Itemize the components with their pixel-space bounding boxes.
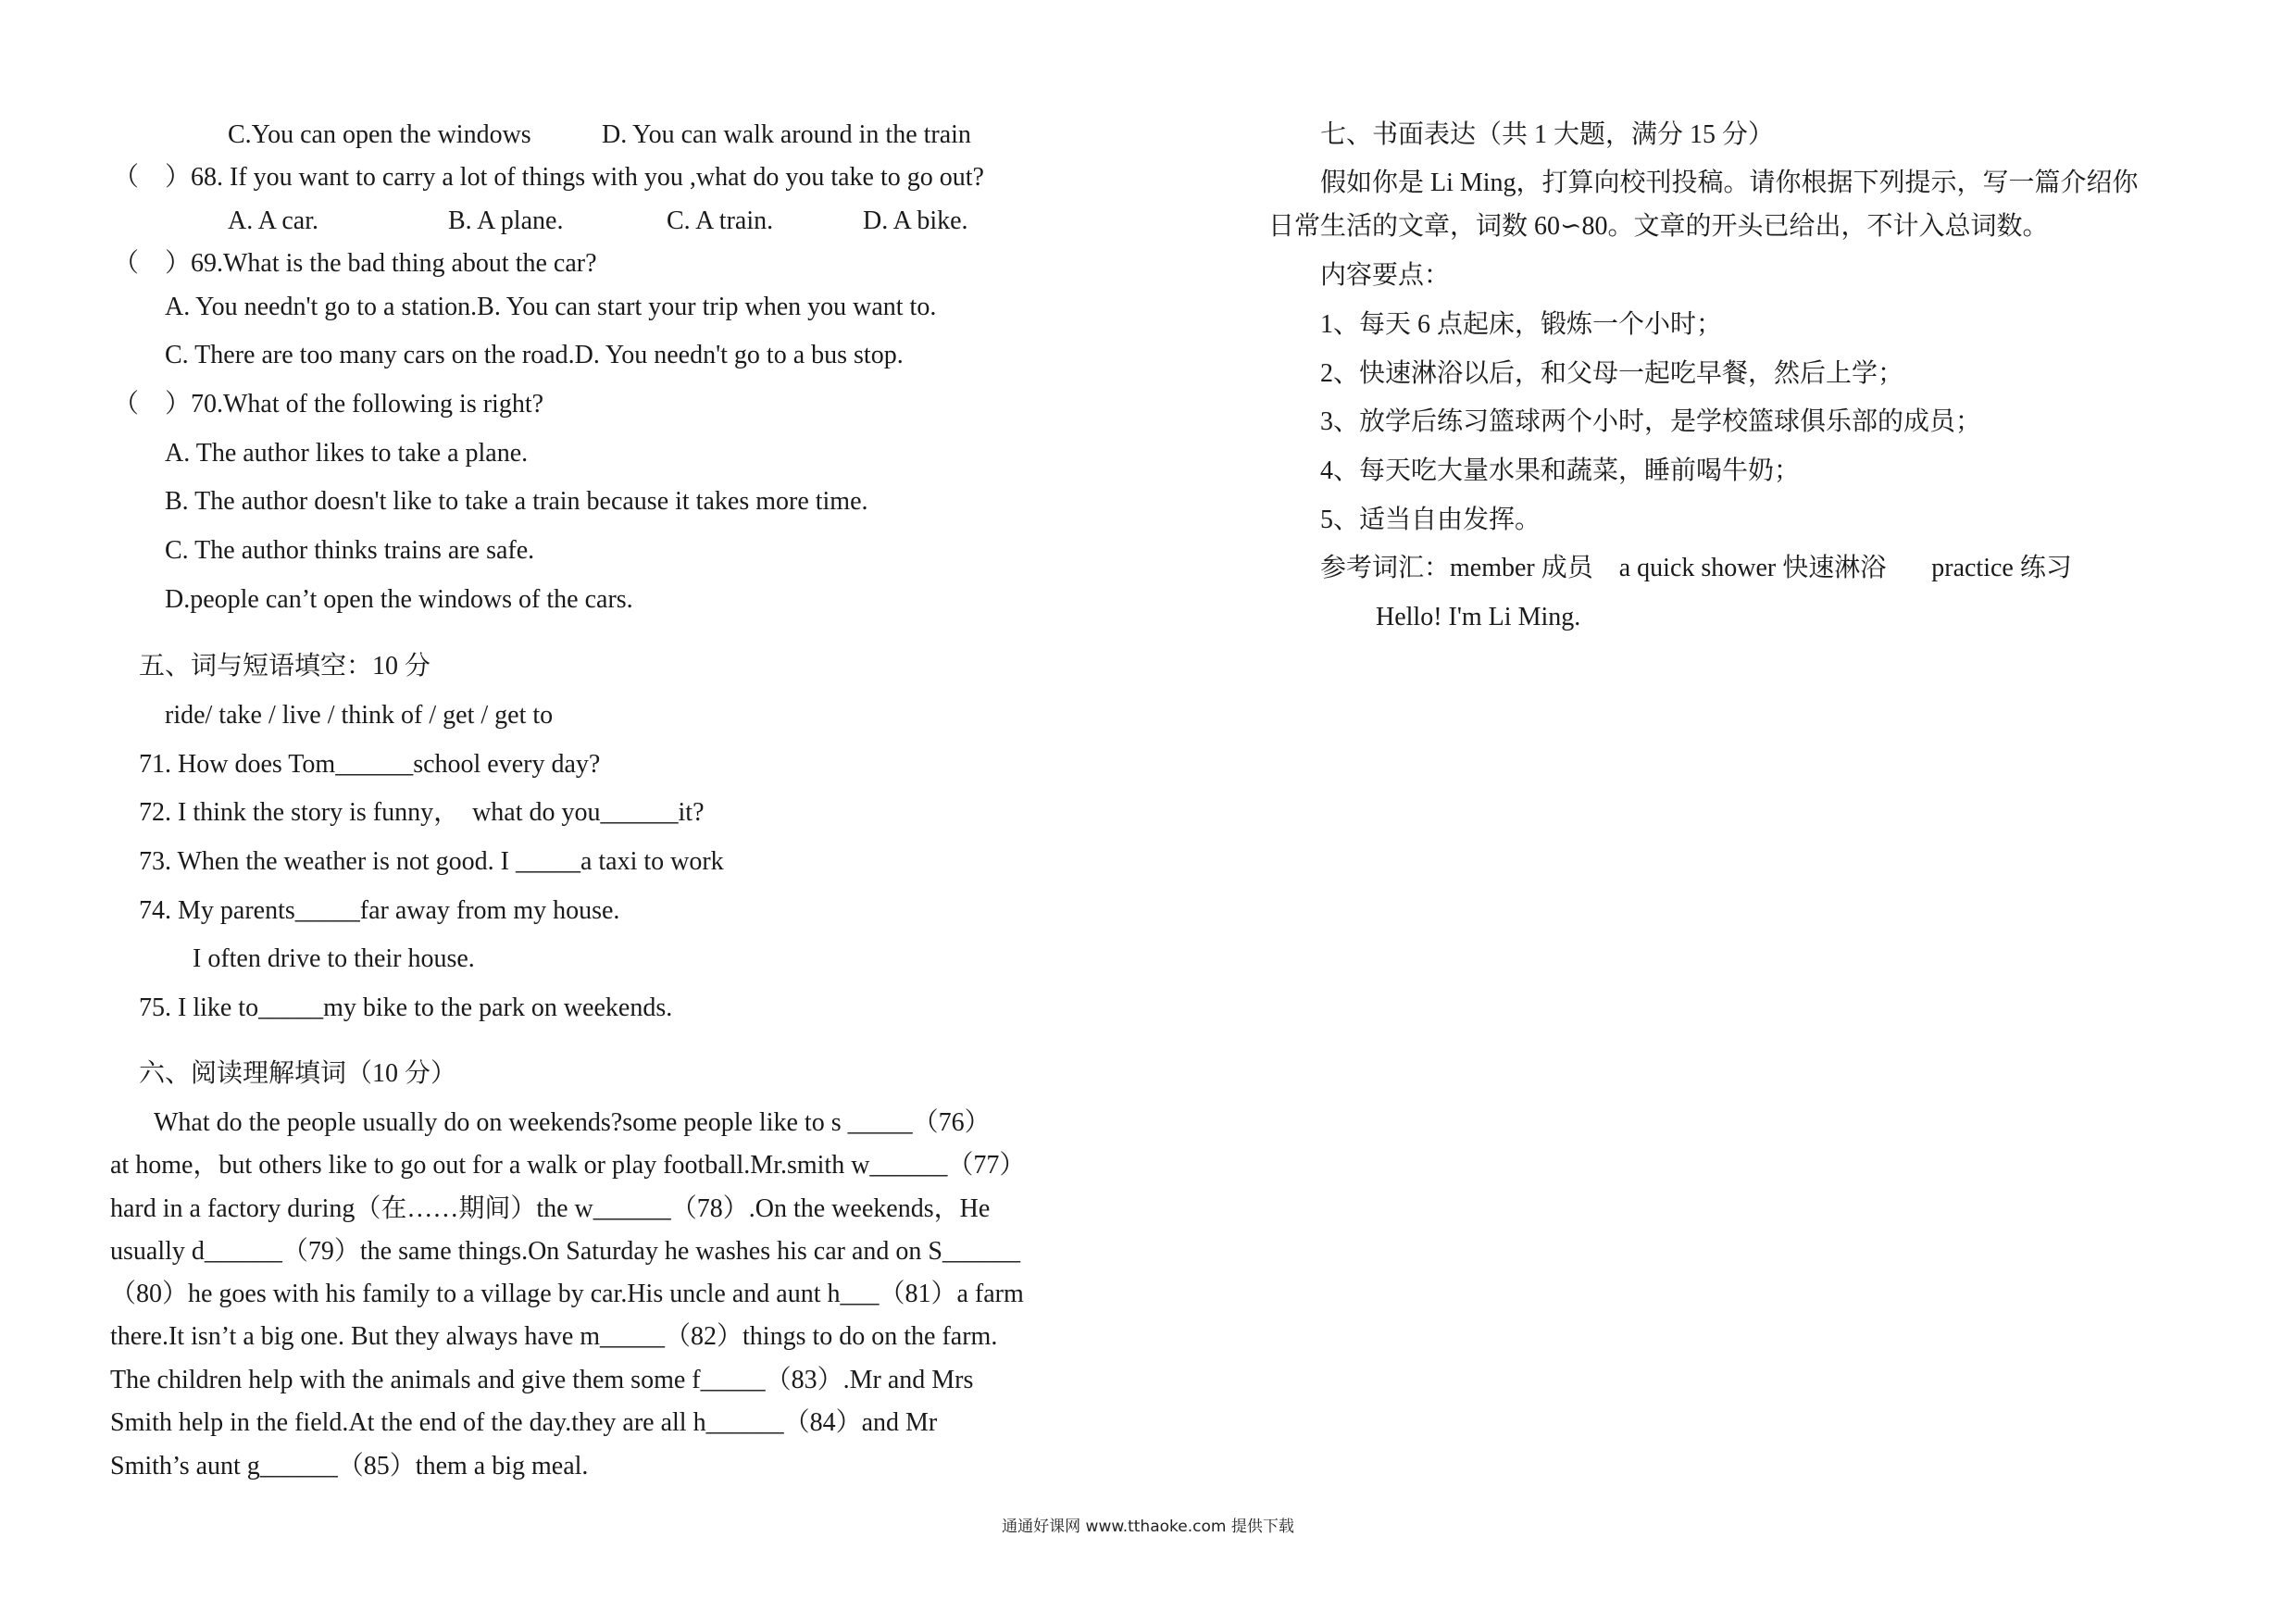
passage-line: there.It isn’t a big one. But they always have m_____（82）things to do on the farm. (110, 1322, 998, 1351)
section-7-title: 七、书面表达（共 1 大题，满分 15 分） (1320, 120, 1775, 149)
section-5-word-bank: ride/ take / live / think of / get / get to (165, 701, 554, 730)
q68-option-b: B. A plane. (448, 206, 564, 235)
q68-option-d: D. A bike. (863, 206, 968, 235)
q69-options-cd: C. There are too many cars on the road.D. You needn't go to a bus stop. (165, 341, 904, 369)
passage-line: Smith’s aunt g______（85）them a big meal. (110, 1452, 589, 1480)
q70-option-c: C. The author thinks trains are safe. (165, 536, 535, 565)
content-point: 3、放学后练习篮球两个小时，是学校篮球俱乐部的成员； (1320, 407, 1982, 436)
content-point: 1、每天 6 点起床，锻炼一个小时； (1320, 310, 1723, 339)
q68-option-c: C. A train. (667, 206, 774, 235)
writing-intro-line: 日常生活的文章，词数 60∽80。文章的开头已给出，不计入总词数。 (1268, 212, 2049, 241)
q70-option-a: A. The author likes to take a plane. (165, 439, 529, 468)
section-6-title: 六、阅读理解填词（10 分） (139, 1059, 457, 1088)
question-70: （ ）70.What of the following is right? (113, 390, 544, 418)
q69-options-ab: A. You needn't go to a station.B. You can start your trip when you want to. (165, 293, 937, 321)
content-point: 2、快速淋浴以后，和父母一起吃早餐，然后上学； (1320, 359, 1904, 388)
writing-intro-line: 假如你是 Li Ming，打算向校刊投稿。请你根据下列提示，写一篇介绍你 (1320, 169, 2139, 197)
q68-option-a: A. A car. (228, 206, 318, 235)
passage-line: （80）he goes with his family to a village by car.His uncle and aunt h___（81）a farm (110, 1280, 1024, 1308)
question-69: （ ）69.What is the bad thing about the car? (113, 249, 597, 278)
content-point: 5、适当自由发挥。 (1320, 506, 1541, 534)
passage-line: The children help with the animals and give them some f_____（83）.Mr and Mrs (110, 1366, 974, 1394)
question-72: 72. I think the story is funny， what do you______it? (139, 798, 705, 827)
reference-vocabulary: 参考词汇：member 成员 a quick shower 快速淋浴 practice 练习 (1320, 554, 2072, 582)
q67-option-d: D. You can walk around in the train (602, 120, 971, 149)
q70-option-b: B. The author doesn't like to take a train because it takes more time. (165, 487, 868, 516)
q67-option-c: C.You can open the windows (228, 120, 531, 149)
q70-option-d: D.people can’t open the windows of the cars. (165, 585, 633, 614)
question-71: 71. How does Tom______school every day? (139, 750, 601, 779)
question-68: （ ）68. If you want to carry a lot of things with you ,what do you take to go out? (113, 163, 984, 192)
question-74-continued: I often drive to their house. (193, 944, 475, 973)
question-75: 75. I like to_____my bike to the park on weekends. (139, 993, 673, 1022)
passage-line: usually d______（79）the same things.On Saturday he washes his car and on S______ (110, 1237, 1020, 1266)
passage-line: Smith help in the field.At the end of the day.they are all h______（84）and Mr (110, 1408, 938, 1437)
passage-line: at home，but others like to go out for a walk or play football.Mr.smith w______（77） (110, 1151, 1026, 1180)
essay-start: Hello! I'm Li Ming. (1376, 603, 1581, 631)
passage-line: What do the people usually do on weekends?some people like to s _____（76） (154, 1108, 991, 1137)
page-footer: 通通好课网 www.tthaoke.com 提供下载 (1002, 1518, 1294, 1536)
content-points-title: 内容要点： (1320, 261, 1451, 290)
section-5-title: 五、词与短语填空：10 分 (139, 652, 431, 681)
question-74: 74. My parents_____far away from my house. (139, 896, 620, 925)
content-point: 4、每天吃大量水果和蔬菜，睡前喝牛奶； (1320, 456, 1801, 485)
passage-line: hard in a factory during（在……期间）the w______（78）.On the weekends，He (110, 1194, 991, 1223)
question-73: 73. When the weather is not good. I _____a taxi to work (139, 847, 724, 876)
